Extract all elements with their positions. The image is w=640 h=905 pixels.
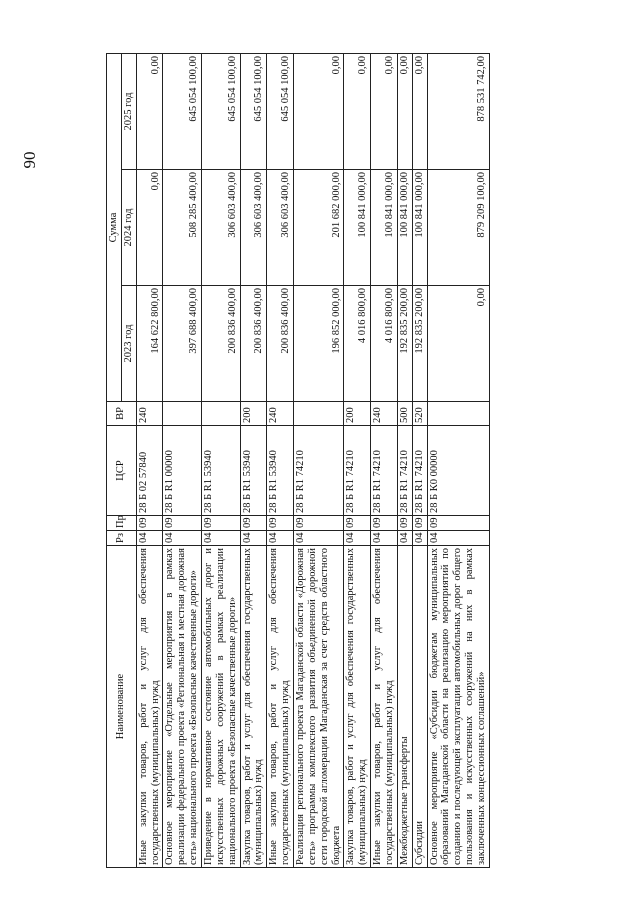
header-2024: 2024 год [121,170,136,286]
header-rz: Рз [107,531,137,546]
row-value-2023: 397 688 400,00 [163,286,202,402]
row-value-2023: 200 836 400,00 [202,286,241,402]
row-value-2023: 200 836 400,00 [240,286,267,402]
row-value-2025: 645 054 100,00 [240,54,267,170]
row-rz: 04 [344,531,371,546]
row-vr: 240 [136,402,163,426]
row-value-2025: 645 054 100,00 [267,54,294,170]
row-vr [163,402,202,426]
table-row [136,54,163,868]
row-csr: 28 Б R1 53940 [267,426,294,516]
row-name: Основное мероприятие «Субсидии бюджетам муниципальных образований Магаданской области на реализацию мероприятий по созданию и последующей эксплуатации автомобильных дорог общего пользования и искусственных сооружений на них в рамках заключенных концессионных соглашений» [427,546,489,868]
header-pr: Пр [107,516,137,531]
row-value-2024: 0,00 [136,170,163,286]
row-pr: 09 [412,516,427,531]
row-pr: 09 [294,516,344,531]
table-row [202,54,241,868]
row-pr: 09 [240,516,267,531]
row-name: Субсидии [412,546,427,868]
row-value-2025: 0,00 [344,54,371,170]
row-csr: 28 Б R1 74210 [294,426,344,516]
row-value-2025: 0,00 [412,54,427,170]
table-row [427,54,489,868]
row-pr: 09 [344,516,371,531]
row-value-2023: 164 622 800,00 [136,286,163,402]
table-row [412,54,427,868]
row-value-2025: 0,00 [136,54,163,170]
row-csr: 28 Б R1 74210 [412,426,427,516]
row-value-2024: 100 841 000,00 [371,170,398,286]
row-value-2025: 645 054 100,00 [163,54,202,170]
row-csr: 28 Б К0 00000 [427,426,489,516]
row-pr: 09 [136,516,163,531]
row-pr: 09 [202,516,241,531]
row-rz: 04 [163,531,202,546]
row-vr [427,402,489,426]
row-csr: 28 Б R1 53940 [202,426,241,516]
row-value-2024: 879 209 100,00 [427,170,489,286]
row-rz: 04 [397,531,412,546]
row-vr: 240 [267,402,294,426]
row-name: Иные закупки товаров, работ и услуг для обеспечения государственных (муниципальных) нужд [267,546,294,868]
row-name: Закупка товаров, работ и услуг для обеспечения государственных (муниципальных) нужд [344,546,371,868]
row-rz: 04 [267,531,294,546]
row-value-2023: 192 835 200,00 [397,286,412,402]
row-name: Межбюджетные трансферты [397,546,412,868]
row-rz: 04 [427,531,489,546]
table-row [371,54,398,868]
row-csr: 28 Б R1 00000 [163,426,202,516]
header-2023: 2023 год [121,286,136,402]
header-name: Наименование [107,546,137,868]
row-rz: 04 [412,531,427,546]
row-vr: 500 [397,402,412,426]
row-value-2024: 100 841 000,00 [397,170,412,286]
header-csr: ЦСР [107,426,137,516]
row-pr: 09 [267,516,294,531]
row-csr: 28 Б R1 74210 [371,426,398,516]
row-name: Основное мероприятие «Отдельные мероприятия в рамках реализации федерального проекта «Региональная и местная дорожная сеть» национального проекта «Безопасные качественные дороги» [163,546,202,868]
row-pr: 09 [397,516,412,531]
row-vr: 520 [412,402,427,426]
header-sum: Сумма [107,54,122,402]
row-value-2025: 0,00 [294,54,344,170]
row-value-2024: 508 285 400,00 [163,170,202,286]
table-row [294,54,344,868]
table-row [267,54,294,868]
row-value-2023: 200 836 400,00 [267,286,294,402]
header-vr: ВР [107,402,137,426]
row-value-2025: 0,00 [397,54,412,170]
row-value-2023: 4 016 800,00 [344,286,371,402]
row-name: Иные закупки товаров, работ и услуг для обеспечения государственных (муниципальных) нужд [371,546,398,868]
row-rz: 04 [371,531,398,546]
row-vr [202,402,241,426]
row-csr: 28 Б R1 74210 [344,426,371,516]
table-row [397,54,412,868]
row-value-2023: 0,00 [427,286,489,402]
row-csr: 28 Б R1 53940 [240,426,267,516]
row-value-2023: 192 835 200,00 [412,286,427,402]
row-pr: 09 [427,516,489,531]
page-number: 90 [20,151,39,169]
budget-table [106,53,490,868]
row-rz: 04 [202,531,241,546]
row-rz: 04 [240,531,267,546]
row-csr: 28 Б R1 74210 [397,426,412,516]
row-pr: 09 [163,516,202,531]
table-body [136,54,489,868]
row-name: Приведение в нормативное состояние автомобильных дорог и искусственных дорожных сооружений в рамках реализации национального проекта «Безопасные качественные дороги» [202,546,241,868]
table-row [344,54,371,868]
row-value-2024: 306 603 400,00 [202,170,241,286]
row-name: Иные закупки товаров, работ и услуг для обеспечения государственных (муниципальных) нужд [136,546,163,868]
row-value-2024: 306 603 400,00 [267,170,294,286]
row-value-2024: 100 841 000,00 [344,170,371,286]
row-pr: 09 [371,516,398,531]
row-csr: 28 Б 02 57840 [136,426,163,516]
row-rz: 04 [294,531,344,546]
row-name: Реализация регионального проекта Магаданской области «Дорожная сеть» программы комплексного развития объединенной дорожной сети городской агломерации Магаданская за счет средств областного бюджета [294,546,344,868]
row-value-2023: 4 016 800,00 [371,286,398,402]
row-rz: 04 [136,531,163,546]
row-vr: 200 [240,402,267,426]
row-vr: 240 [371,402,398,426]
row-vr: 200 [344,402,371,426]
row-value-2024: 201 682 000,00 [294,170,344,286]
row-vr [294,402,344,426]
row-value-2024: 100 841 000,00 [412,170,427,286]
row-value-2025: 645 054 100,00 [202,54,241,170]
table-row [163,54,202,868]
row-name: Закупка товаров, работ и услуг для обеспечения государственных (муниципальных) нужд [240,546,267,868]
rotated-page [106,54,566,868]
row-value-2025: 878 531 742,00 [427,54,489,170]
header-2025: 2025 год [121,54,136,170]
row-value-2025: 0,00 [371,54,398,170]
row-value-2024: 306 603 400,00 [240,170,267,286]
table-row [240,54,267,868]
row-value-2023: 196 852 000,00 [294,286,344,402]
